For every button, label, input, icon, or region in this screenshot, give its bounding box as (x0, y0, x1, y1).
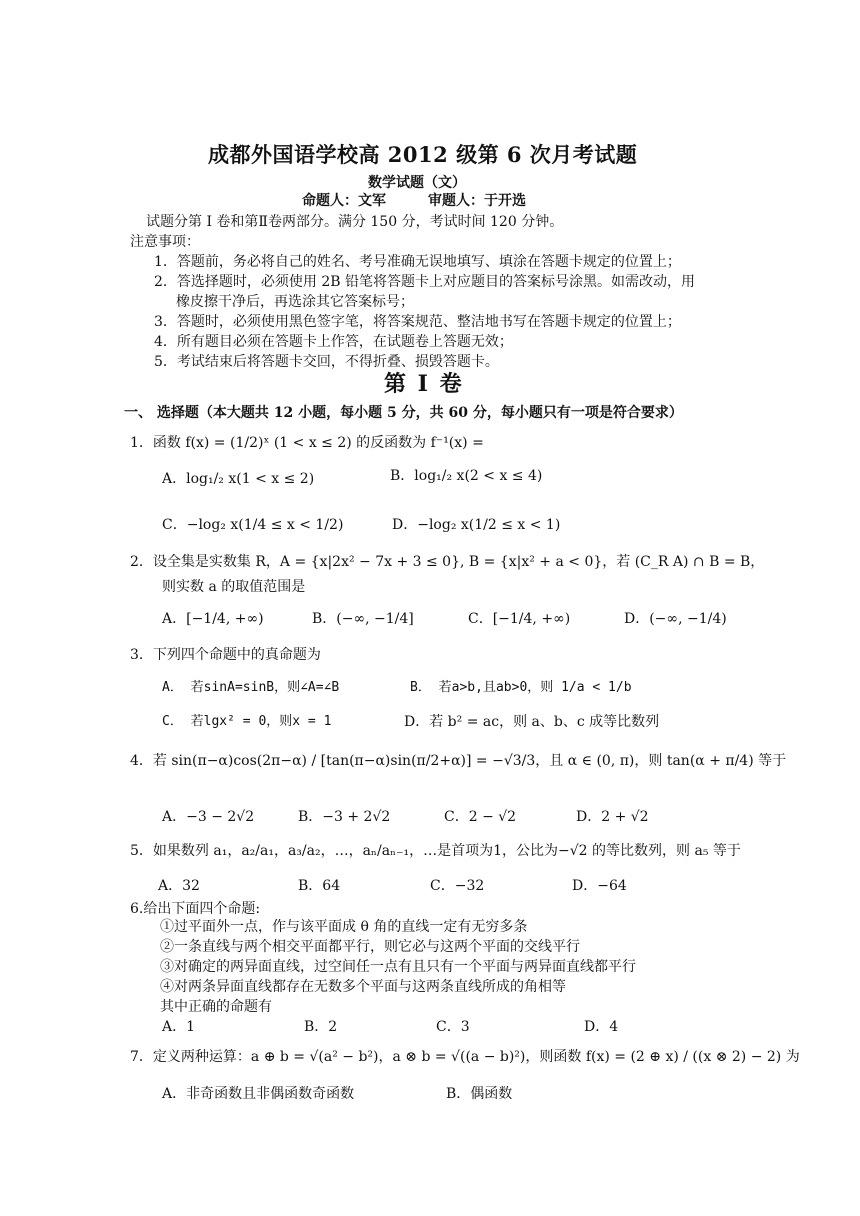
q4-option-a: A．−3 − 2√2 (162, 809, 255, 825)
q5-option-c: C．−32 (430, 878, 485, 894)
note-item: 橡皮擦干净后，再选涂其它答案标号； (176, 294, 414, 310)
question-6-stem: 6.给出下面四个命题: (130, 901, 261, 917)
question-2-stem-cont: 则实数 a 的取值范围是 (162, 579, 306, 595)
question-5-stem: 5．如果数列 a₁，a₂/a₁，a₃/a₂，…，aₙ/aₙ₋₁，…是首项为1，公比为−√2 的等比数列，则 a₅ 等于 (130, 843, 741, 859)
question-7-stem: 7．定义两种运算：a ⊕ b = √(a² − b²)，a ⊗ b = √((a − b)²)，则函数 f(x) = (2 ⊕ x) / ((x ⊗ 2) − 2) 为 (130, 1049, 800, 1065)
question-1-stem: 1．函数 f(x) = (1/2)ˣ (1 < x ≤ 2) 的反函数为 f⁻¹(x) = (130, 435, 484, 451)
question-2-stem: 2．设全集是实数集 R，A = {x|2x² − 7x + 3 ≤ 0}, B = {x|x² + a < 0}，若 (C_R A) ∩ B = B， (130, 554, 765, 570)
q6-statement: ①过平面外一点，作与该平面成 θ 角的直线一定有无穷多条 (160, 919, 528, 935)
note-item: 4．所有题目必须在答题卡上作答，在试题卷上答题无效； (154, 334, 513, 350)
q7-option-a: A．非奇函数且非偶函数奇函数 (162, 1086, 355, 1102)
q3-option-b: B． 若a>b,且ab>0，则 1/a < 1/b (410, 680, 632, 695)
exam-intro: 试题分第 I 卷和第Ⅱ卷两部分。满分 150 分，考试时间 120 分钟。 (146, 214, 564, 230)
q3-option-d: D．若 b² = ac，则 a、b、c 成等比数列 (404, 714, 660, 730)
q2-option-c: C．[−1/4, +∞) (468, 611, 571, 627)
question-4-stem: 4．若 sin(π−α)cos(2π−α) / [tan(π−α)sin(π/2+α)] = −√3/3，且 α ∈ (0, π)，则 tan(α + π/4) 等于 (130, 753, 787, 769)
q6-statement: ③对确定的两异面直线，过空间任一点有且只有一个平面与两异面直线都平行 (160, 959, 636, 975)
q1-option-d: D．−log₂ x(1/2 ≤ x < 1) (392, 517, 561, 533)
q5-option-a: A．32 (158, 878, 200, 894)
q6-option-b: B．2 (304, 1019, 338, 1035)
q6-option-d: D．4 (584, 1019, 619, 1035)
q6-statement: ②一条直线与两个相交平面都平行，则它必与这两个平面的交线平行 (160, 939, 580, 955)
note-item: 2．答选择题时，必须使用 2B 铅笔将答题卡上对应题目的答案标号涂黑。如需改动，用 (154, 274, 696, 290)
q4-option-c: C．2 − √2 (444, 809, 517, 825)
q3-option-a: A． 若sinA=sinB，则∠A=∠B (162, 680, 340, 695)
question-3-stem: 3．下列四个命题中的真命题为 (130, 647, 321, 663)
note-item: 1．答题前，务必将自己的姓名、考号准确无误地填写、填涂在答题卡规定的位置上； (154, 254, 681, 270)
exam-subtitle: 数学试题（文） (368, 175, 466, 191)
q4-option-d: D．2 + √2 (576, 809, 649, 825)
exam-authors: 命题人：文军 审题人：于开选 (302, 193, 526, 209)
q6-tail: 其中正确的命题有 (160, 999, 272, 1015)
q6-statement: ④对两条异面直线都存在无数多个平面与这两条直线所成的角相等 (160, 979, 566, 995)
q2-option-b: B．(−∞, −1/4] (312, 611, 414, 627)
note-item: 3．答题时，必须使用黑色签字笔，将答案规范、整洁地书写在答题卡规定的位置上； (154, 314, 681, 330)
q6-option-a: A．1 (162, 1019, 196, 1035)
q3-option-c: C． 若lgx² = 0，则x = 1 (162, 714, 332, 729)
q1-option-b: B．log₁/₂ x(2 < x ≤ 4) (390, 468, 543, 484)
q2-option-a: A．[−1/4, +∞) (162, 611, 264, 627)
exam-title: 成都外国语学校高 2012 级第 6 次月考试题 (208, 142, 638, 167)
q5-option-d: D．−64 (572, 878, 627, 894)
note-item: 5．考试结束后将答题卡交回，不得折叠、损毁答题卡。 (154, 354, 499, 370)
q5-option-b: B．64 (298, 878, 341, 894)
q4-option-b: B．−3 + 2√2 (298, 809, 391, 825)
q2-option-d: D．(−∞, −1/4) (624, 611, 727, 627)
notes-title: 注意事项： (130, 234, 200, 250)
q1-option-a: A．log₁/₂ x(1 < x ≤ 2) (162, 471, 315, 487)
volume-title: 第 I 卷 (384, 371, 464, 397)
section-heading: 一、 选择题（本大题共 12 小题，每小题 5 分，共 60 分，每小题只有一项是符合要求） (124, 405, 683, 421)
q6-option-c: C．3 (436, 1019, 470, 1035)
q7-option-b: B．偶函数 (446, 1086, 513, 1102)
q1-option-c: C．−log₂ x(1/4 ≤ x < 1/2) (162, 517, 344, 533)
